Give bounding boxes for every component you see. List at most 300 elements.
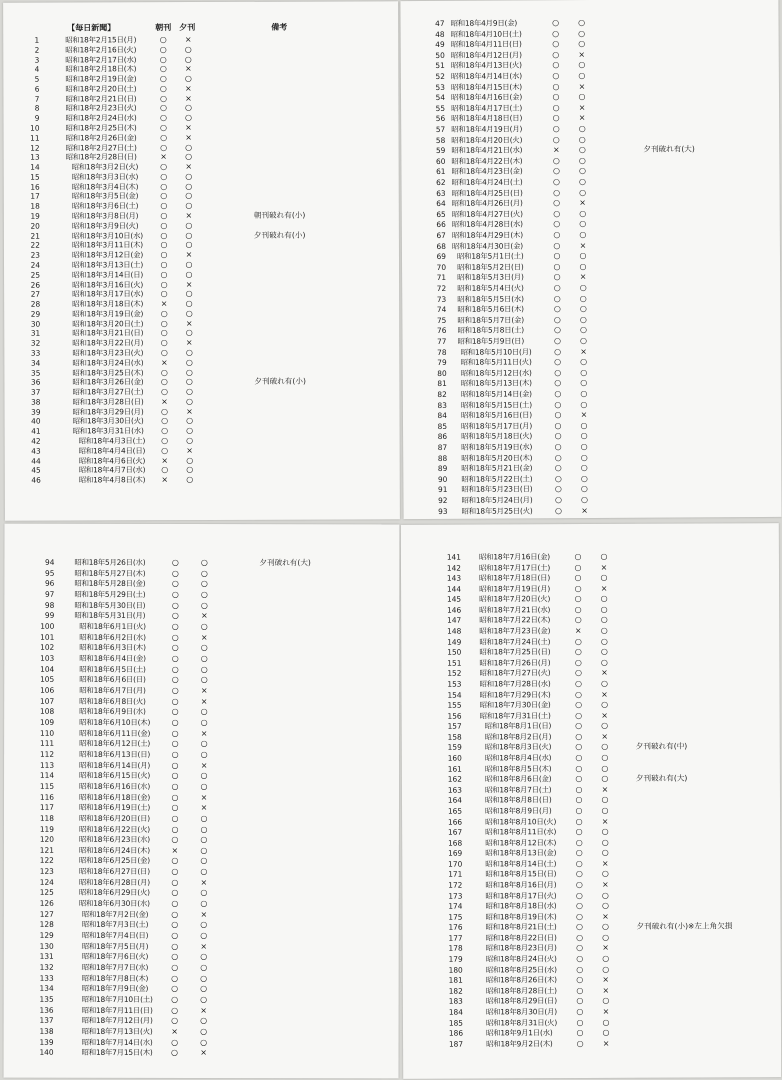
row-date: 昭和18年7月25日(日) bbox=[479, 647, 551, 657]
morning-status: ○ bbox=[553, 304, 561, 314]
morning-status: ○ bbox=[574, 615, 582, 625]
morning-status: ○ bbox=[160, 260, 168, 270]
morning-status: ○ bbox=[552, 71, 560, 81]
morning-status: × bbox=[552, 145, 560, 155]
morning-status: ○ bbox=[574, 594, 582, 604]
morning-status: ○ bbox=[171, 888, 179, 898]
row-date: 昭和18年8月26日(木) bbox=[485, 975, 557, 985]
row-date: 昭和18年3月29日(月) bbox=[72, 406, 144, 417]
row-number: 139 bbox=[39, 1037, 54, 1047]
row-date: 昭和18年5月30日(日) bbox=[74, 600, 146, 610]
evening-status: ○ bbox=[600, 615, 608, 625]
row-number: 66 bbox=[436, 220, 446, 230]
morning-status: ○ bbox=[171, 909, 179, 919]
morning-status: ○ bbox=[552, 18, 560, 28]
morning-status: ○ bbox=[160, 162, 168, 172]
row-date: 昭和18年8月21日(土) bbox=[485, 922, 557, 932]
table-row bbox=[4, 771, 399, 782]
evening-status: × bbox=[185, 132, 192, 142]
row-date: 昭和18年8月12日(木) bbox=[485, 837, 557, 848]
morning-status: ○ bbox=[575, 710, 583, 720]
row-date: 昭和18年8月19日(木) bbox=[485, 911, 557, 922]
row-date: 昭和18年3月18日(木) bbox=[72, 299, 144, 309]
morning-status: ○ bbox=[161, 445, 169, 455]
evening-status: ○ bbox=[185, 259, 193, 269]
row-number: 52 bbox=[435, 71, 445, 81]
row-number: 51 bbox=[435, 61, 445, 71]
morning-status: ○ bbox=[576, 1006, 584, 1017]
morning-status: ○ bbox=[554, 367, 562, 378]
evening-status: ○ bbox=[185, 220, 193, 230]
evening-status: ○ bbox=[578, 166, 586, 176]
row-date: 昭和18年6月15日(火) bbox=[79, 770, 151, 781]
morning-status: ○ bbox=[575, 689, 583, 699]
table-row bbox=[404, 504, 782, 516]
row-date: 昭和18年6月8日(火) bbox=[79, 696, 146, 706]
morning-status: ○ bbox=[575, 721, 583, 731]
row-date: 昭和18年7月2日(金) bbox=[81, 909, 149, 919]
row-date: 昭和18年6月13日(日) bbox=[79, 749, 151, 759]
row-date: 昭和18年5月2日(日) bbox=[457, 262, 524, 272]
row-date: 昭和18年6月16日(水) bbox=[79, 781, 151, 791]
row-date: 昭和18年8月1日(日) bbox=[484, 721, 552, 731]
row-number: 113 bbox=[39, 760, 55, 770]
evening-status: ○ bbox=[186, 465, 194, 475]
morning-status: ○ bbox=[554, 452, 562, 462]
row-date: 昭和18年3月20日(土) bbox=[72, 318, 144, 329]
row-date: 昭和18年7月28日(水) bbox=[479, 679, 551, 689]
row-number: 23 bbox=[30, 250, 40, 260]
row-number: 64 bbox=[436, 199, 446, 209]
evening-status: ○ bbox=[601, 901, 609, 911]
row-number: 166 bbox=[447, 817, 463, 827]
evening-status: ○ bbox=[200, 931, 208, 941]
row-date: 昭和18年6月18日(金) bbox=[78, 792, 151, 802]
morning-status: ○ bbox=[160, 211, 168, 221]
row-date: 昭和18年6月3日(木) bbox=[79, 643, 146, 653]
morning-status: ○ bbox=[553, 261, 561, 272]
morning-status: ○ bbox=[160, 240, 168, 250]
row-date: 昭和18年4月30日(金) bbox=[451, 241, 523, 251]
row-number: 79 bbox=[437, 358, 447, 368]
row-number: 187 bbox=[448, 1039, 464, 1049]
row-date: 昭和18年2月16日(火) bbox=[65, 44, 137, 55]
evening-status: × bbox=[185, 83, 192, 93]
morning-status: ○ bbox=[171, 653, 179, 663]
row-date: 昭和18年7月10日(土) bbox=[81, 994, 153, 1004]
row-date: 昭和18年6月2日(水) bbox=[79, 632, 146, 642]
morning-status: ○ bbox=[160, 279, 168, 289]
morning-status: ○ bbox=[553, 251, 561, 261]
row-date: 昭和18年2月15日(月) bbox=[65, 35, 137, 45]
evening-status: ○ bbox=[601, 774, 609, 784]
row-date: 昭和18年3月11日(木) bbox=[71, 240, 143, 250]
evening-status: ○ bbox=[601, 700, 609, 710]
morning-status: ○ bbox=[171, 632, 179, 642]
row-date: 昭和18年5月19日(水) bbox=[461, 442, 533, 452]
row-number: 65 bbox=[436, 209, 446, 219]
evening-status: ○ bbox=[185, 308, 193, 318]
morning-status: ○ bbox=[171, 771, 179, 781]
evening-status: ○ bbox=[578, 145, 586, 155]
morning-status: ○ bbox=[171, 749, 179, 759]
table-row bbox=[4, 835, 399, 846]
evening-status: ○ bbox=[186, 475, 194, 485]
row-date: 昭和18年3月25日(木) bbox=[72, 367, 144, 377]
row-date: 昭和18年6月28日(月) bbox=[78, 877, 150, 887]
table-row bbox=[4, 611, 399, 622]
row-number: 5 bbox=[34, 74, 40, 84]
evening-status: ○ bbox=[185, 201, 193, 211]
row-date: 昭和18年2月18日(木) bbox=[65, 64, 137, 74]
row-date: 昭和18年5月1日(土) bbox=[456, 251, 524, 262]
morning-status: × bbox=[161, 475, 169, 485]
row-date: 昭和18年5月27日(木) bbox=[74, 568, 146, 578]
row-date: 昭和18年6月14日(月) bbox=[79, 760, 151, 770]
row-date: 昭和18年7月5日(月) bbox=[81, 941, 149, 951]
row-date: 昭和18年4月12日(月) bbox=[450, 50, 522, 60]
evening-status: ○ bbox=[601, 890, 609, 900]
page-top-right bbox=[400, 0, 781, 519]
row-number: 60 bbox=[435, 156, 446, 166]
row-number: 122 bbox=[39, 856, 54, 866]
row-number: 82 bbox=[437, 389, 447, 399]
row-date: 昭和18年7月31日(土) bbox=[479, 710, 551, 721]
morning-status: ○ bbox=[171, 739, 179, 749]
evening-status: ○ bbox=[578, 124, 586, 134]
table-row bbox=[4, 1027, 399, 1038]
row-number: 15 bbox=[30, 172, 40, 182]
evening-status: ○ bbox=[184, 74, 192, 84]
morning-status: ○ bbox=[574, 604, 582, 614]
row-number: 21 bbox=[30, 231, 40, 241]
row-number: 47 bbox=[435, 18, 445, 28]
evening-status: × bbox=[602, 1038, 610, 1048]
row-number: 101 bbox=[40, 632, 55, 642]
row-date: 昭和18年8月25日(水) bbox=[485, 964, 557, 975]
evening-status: ○ bbox=[580, 420, 588, 430]
morning-status: ○ bbox=[160, 308, 168, 318]
evening-status: ○ bbox=[185, 152, 193, 162]
row-number: 74 bbox=[436, 305, 447, 315]
row-number: 81 bbox=[437, 379, 447, 389]
table-row bbox=[4, 995, 399, 1006]
row-date: 昭和18年8月5日(木) bbox=[484, 763, 552, 774]
row-number: 85 bbox=[437, 421, 448, 431]
table-row bbox=[4, 920, 399, 931]
row-number: 26 bbox=[30, 280, 41, 290]
table-row bbox=[4, 558, 399, 569]
evening-status: × bbox=[601, 858, 609, 868]
row-remark: 夕刊破れ有(小)※左上角欠損 bbox=[636, 921, 733, 932]
row-date: 昭和18年5月17日(月) bbox=[460, 421, 533, 431]
evening-status: × bbox=[578, 113, 586, 123]
morning-status: ○ bbox=[161, 436, 169, 446]
evening-status: ○ bbox=[200, 739, 208, 749]
row-number: 77 bbox=[437, 336, 447, 346]
evening-status: ○ bbox=[600, 625, 608, 636]
row-date: 昭和18年2月24日(水) bbox=[65, 113, 137, 123]
row-date: 昭和18年5月7日(金) bbox=[457, 315, 524, 325]
row-number: 151 bbox=[447, 658, 462, 668]
evening-status: × bbox=[200, 941, 208, 951]
row-number: 12 bbox=[30, 143, 40, 153]
row-number: 146 bbox=[447, 605, 462, 615]
row-number: 93 bbox=[438, 506, 448, 516]
evening-status: ○ bbox=[580, 357, 588, 367]
morning-status: ○ bbox=[574, 583, 582, 593]
row-date: 昭和18年2月26日(金) bbox=[65, 133, 137, 143]
morning-status: ○ bbox=[574, 573, 582, 583]
row-date: 昭和18年8月14日(土) bbox=[485, 858, 557, 869]
evening-status: ○ bbox=[579, 325, 587, 335]
evening-status: × bbox=[185, 250, 193, 260]
morning-status: ○ bbox=[159, 84, 167, 94]
evening-status: ○ bbox=[602, 996, 610, 1006]
table-row bbox=[4, 568, 399, 579]
row-number: 59 bbox=[435, 146, 446, 156]
morning-status: ○ bbox=[171, 557, 179, 567]
row-number: 127 bbox=[39, 909, 54, 919]
row-number: 128 bbox=[39, 920, 54, 930]
row-date: 昭和18年5月20日(木) bbox=[461, 452, 533, 463]
row-number: 33 bbox=[30, 348, 41, 358]
morning-status: ○ bbox=[552, 166, 560, 176]
evening-status: ○ bbox=[579, 261, 587, 271]
morning-status: ○ bbox=[552, 155, 560, 166]
row-number: 78 bbox=[437, 347, 447, 357]
row-number: 116 bbox=[39, 792, 55, 802]
row-number: 133 bbox=[39, 973, 54, 983]
row-number: 2 bbox=[34, 45, 40, 55]
row-number: 159 bbox=[447, 743, 462, 753]
morning-status: ○ bbox=[161, 426, 169, 436]
evening-status: ○ bbox=[601, 848, 609, 858]
row-date: 昭和18年3月9日(火) bbox=[71, 221, 139, 231]
morning-status: ○ bbox=[553, 293, 561, 303]
morning-status: ○ bbox=[575, 837, 583, 847]
morning-status: ○ bbox=[553, 230, 561, 240]
row-number: 181 bbox=[448, 975, 463, 985]
morning-status: ○ bbox=[552, 81, 560, 91]
row-number: 20 bbox=[30, 221, 40, 231]
row-date: 昭和18年4月22日(木) bbox=[451, 156, 523, 166]
evening-status: ○ bbox=[200, 1027, 208, 1037]
row-number: 62 bbox=[436, 177, 446, 187]
row-number: 61 bbox=[436, 167, 446, 177]
row-date: 昭和18年7月3日(土) bbox=[81, 920, 149, 930]
evening-status: × bbox=[581, 505, 588, 515]
row-remark: 夕刊破れ有(小) bbox=[253, 230, 306, 240]
row-number: 143 bbox=[446, 573, 462, 583]
morning-status: ○ bbox=[160, 269, 168, 279]
evening-status: × bbox=[601, 784, 609, 794]
table-row bbox=[4, 686, 399, 697]
evening-status: ○ bbox=[578, 155, 586, 165]
row-number: 98 bbox=[44, 600, 55, 610]
row-date: 昭和18年3月24日(水) bbox=[72, 357, 144, 368]
table-row bbox=[4, 856, 399, 867]
row-date: 昭和18年5月6日(木) bbox=[457, 304, 524, 315]
evening-status: × bbox=[200, 792, 208, 802]
morning-status: ○ bbox=[576, 975, 584, 985]
row-date: 昭和18年6月29日(火) bbox=[78, 888, 150, 898]
evening-status: ○ bbox=[578, 28, 586, 38]
row-number: 134 bbox=[39, 984, 54, 994]
row-number: 34 bbox=[30, 358, 41, 368]
morning-status: ○ bbox=[575, 869, 583, 879]
row-number: 99 bbox=[44, 611, 55, 621]
evening-status: ○ bbox=[185, 299, 193, 309]
row-number: 183 bbox=[448, 996, 463, 1006]
evening-status: ○ bbox=[578, 18, 586, 28]
evening-status: ○ bbox=[602, 922, 610, 932]
row-number: 109 bbox=[40, 717, 55, 727]
evening-status: × bbox=[601, 689, 608, 699]
row-date: 昭和18年4月19日(月) bbox=[451, 124, 523, 134]
morning-status: ○ bbox=[554, 357, 562, 367]
page-top-left bbox=[3, 1, 400, 520]
morning-status: ○ bbox=[160, 318, 168, 328]
morning-status: ○ bbox=[171, 685, 179, 695]
evening-status: ○ bbox=[200, 771, 208, 781]
row-number: 103 bbox=[40, 653, 55, 663]
table-row bbox=[4, 1005, 399, 1016]
row-number: 107 bbox=[40, 696, 55, 706]
morning-status: ○ bbox=[160, 289, 168, 299]
row-number: 50 bbox=[435, 50, 445, 60]
evening-status: ○ bbox=[580, 431, 588, 441]
evening-status: ○ bbox=[579, 314, 587, 324]
row-date: 昭和18年8月31日(火) bbox=[485, 1017, 558, 1027]
row-number: 7 bbox=[34, 94, 40, 104]
morning-status: ○ bbox=[554, 442, 562, 452]
row-number: 67 bbox=[436, 230, 446, 240]
morning-status: ○ bbox=[171, 611, 179, 621]
row-date: 昭和18年7月23日(金) bbox=[479, 626, 551, 636]
row-number: 176 bbox=[448, 922, 463, 932]
row-date: 昭和18年7月12日(月) bbox=[81, 1016, 153, 1026]
evening-status: ○ bbox=[578, 60, 586, 70]
evening-status: × bbox=[578, 81, 586, 91]
evening-status: ○ bbox=[200, 845, 208, 855]
morning-status: ○ bbox=[552, 28, 560, 38]
morning-status: ○ bbox=[575, 805, 583, 815]
row-number: 13 bbox=[30, 152, 40, 162]
evening-status: ○ bbox=[184, 113, 193, 123]
row-date: 昭和18年4月18日(日) bbox=[451, 113, 523, 124]
row-number: 155 bbox=[447, 700, 462, 710]
row-date: 昭和18年8月15日(日) bbox=[485, 869, 557, 879]
evening-status: ○ bbox=[200, 813, 208, 823]
page-bottom-right bbox=[401, 523, 781, 1079]
row-date: 昭和18年8月22日(日) bbox=[485, 933, 557, 943]
row-number: 169 bbox=[448, 848, 463, 858]
table-row bbox=[4, 824, 399, 835]
row-date: 昭和18年4月23日(金) bbox=[451, 166, 523, 177]
evening-status: ○ bbox=[200, 888, 208, 898]
morning-status: ○ bbox=[160, 338, 168, 348]
evening-status: ○ bbox=[579, 208, 587, 218]
row-number: 45 bbox=[31, 465, 41, 475]
row-date: 昭和18年6月6日(日) bbox=[79, 675, 146, 685]
morning-status: ○ bbox=[171, 717, 179, 727]
header-remarks: 備考 bbox=[271, 22, 288, 32]
row-date: 昭和18年7月16日(金) bbox=[478, 552, 550, 562]
row-number: 29 bbox=[30, 309, 41, 319]
morning-status: ○ bbox=[576, 943, 584, 953]
row-date: 昭和18年4月20日(火) bbox=[451, 135, 523, 145]
evening-status: × bbox=[601, 710, 608, 720]
row-number: 152 bbox=[447, 668, 462, 679]
morning-status: ○ bbox=[576, 1038, 584, 1048]
evening-status: ○ bbox=[579, 251, 587, 261]
morning-status: ○ bbox=[159, 93, 167, 103]
row-date: 昭和18年6月23日(水) bbox=[78, 834, 150, 845]
row-number: 88 bbox=[437, 453, 448, 463]
row-date: 昭和18年2月25日(木) bbox=[65, 123, 137, 133]
evening-status: ○ bbox=[578, 92, 586, 102]
evening-status: × bbox=[200, 632, 208, 642]
evening-status: × bbox=[185, 123, 192, 133]
row-number: 72 bbox=[436, 283, 447, 293]
morning-status: ○ bbox=[575, 742, 583, 752]
table-row bbox=[4, 696, 399, 707]
evening-status: ○ bbox=[200, 653, 208, 663]
morning-status: ○ bbox=[575, 890, 583, 900]
evening-status: ○ bbox=[600, 573, 608, 583]
evening-status: ○ bbox=[600, 657, 608, 667]
row-number: 120 bbox=[39, 834, 54, 844]
row-number: 102 bbox=[40, 642, 55, 653]
row-number: 180 bbox=[448, 965, 463, 975]
morning-status: ○ bbox=[171, 835, 179, 845]
table-row bbox=[4, 845, 399, 856]
row-date: 昭和18年7月4日(日) bbox=[81, 930, 149, 941]
evening-status: ○ bbox=[185, 240, 193, 250]
morning-status: ○ bbox=[171, 931, 179, 941]
evening-status: × bbox=[200, 803, 208, 813]
row-date: 昭和18年4月11日(日) bbox=[450, 39, 522, 50]
row-number: 141 bbox=[446, 552, 461, 562]
row-number: 170 bbox=[448, 859, 463, 869]
row-date: 昭和18年3月31日(水) bbox=[72, 426, 144, 436]
morning-status: ○ bbox=[575, 911, 584, 921]
evening-status: ○ bbox=[580, 389, 588, 399]
row-number: 137 bbox=[39, 1016, 54, 1026]
row-date: 昭和18年4月25日(日) bbox=[451, 188, 523, 198]
morning-status: ○ bbox=[552, 102, 560, 113]
morning-status: ○ bbox=[171, 1016, 179, 1026]
row-number: 4 bbox=[34, 64, 40, 74]
row-date: 昭和18年7月8日(木) bbox=[81, 973, 149, 983]
evening-status: ○ bbox=[602, 1017, 610, 1027]
row-date: 昭和18年8月9日(月) bbox=[485, 806, 552, 816]
row-date: 昭和18年8月18日(水) bbox=[485, 901, 557, 911]
row-number: 112 bbox=[39, 749, 55, 759]
table-row bbox=[4, 877, 399, 888]
row-date: 昭和18年6月19日(土) bbox=[78, 802, 151, 813]
morning-status: ○ bbox=[552, 39, 560, 49]
row-number: 58 bbox=[435, 135, 446, 145]
row-number: 91 bbox=[437, 485, 448, 495]
morning-status: ○ bbox=[574, 552, 582, 562]
evening-status: × bbox=[600, 583, 608, 593]
row-number: 156 bbox=[447, 711, 462, 721]
morning-status: ○ bbox=[171, 813, 179, 823]
row-date: 昭和18年6月25日(金) bbox=[78, 856, 150, 866]
table-row bbox=[4, 803, 399, 814]
